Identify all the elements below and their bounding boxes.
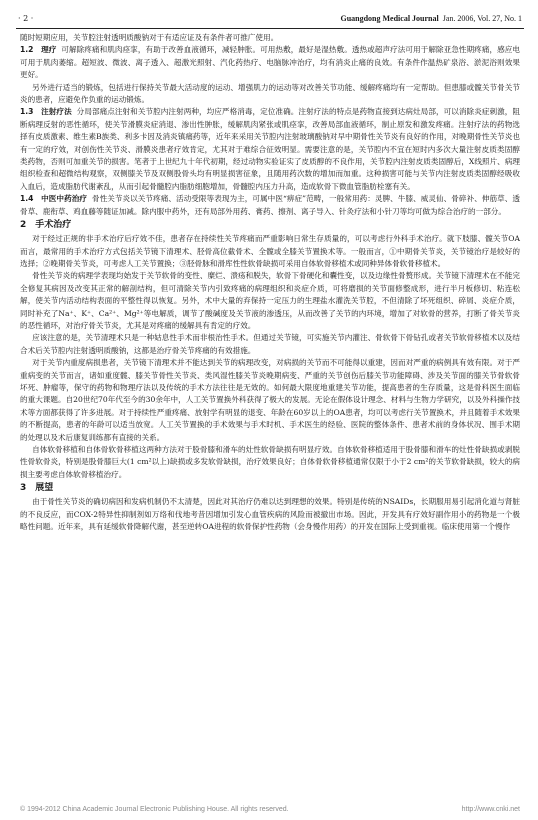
subsection-title: 1.4 中医中药治疗 [20, 194, 87, 204]
copyright-text: © 1994-2012 China Academic Journal Electronic Publishing House. All rights reserved. [20, 806, 289, 813]
footer-url[interactable]: http://www.cnki.net [461, 806, 520, 813]
subsection-text: 分局部痛点注射和关节腔内注射两种，均应严格消毒，定位准确。注射疗法的特点是药物直接到达病灶局部，可以消除炎症刺激，阻断病理反射的恶性循环，使关节滑膜炎症消退、渗出性肿胀，缓解肌肉紧张或肌痉挛，改善局部血液循环，制止原发和激发疼痛。注射疗法的药物选择有皮质激素、维生素B族类、利多卡因及消炎镇痛药等，近年来采用关节腔内注射玻璃酸钠对早中期骨性关节炎有良好的作用，对晚期骨性关节炎也有一定的疗效，对创伤性关节炎、滑膜炎患者疗效肯定，尤其对于难综合征效明显。需要注意的是，关节腔内不宜在短时内多次大量注射皮质类固醇类药物，否则可加重关节的损害。笔者于上世纪九十年代初期，经过动物实验证实了皮质醇的不良作用，关节腔内注射皮质类固醇后，X线照片、病理组织检查和超微结构观察，双侧膝关节及双侧股骨头均有明显损害征象，且随用药次数的增加而加重。这种损害可能与关节内注射皮质类固醇经吸收入血后，造成脂肪代谢紊乱，从而引起骨髓腔内脂肪细胞增加，骨髓腔内压力升高，造成软骨下微血管脂肪栓塞有关。 [20, 107, 521, 191]
paragraph: 随时短期应用，关节腔注射透明质酸钠对于有适应证及有条件者可推广使用。 [20, 33, 279, 42]
paragraph: 自体软骨移植和自体骨软骨移植这两种方法对于股骨膝和滑车的灶性软骨缺损有明显疗效。自体软骨移植适用于股骨膝和滑车的灶性骨缺损或剥脱性骨软骨炎，特别是股骨膝巨大(1 cm²以上)缺损或多发软骨缺损，治疗效果良好；自体骨软骨移植通常仅限于小于2 cm²的关节软骨缺损，较大的病损主要考虑自体软骨移植治疗。 [20, 445, 520, 479]
paragraph: 应该注意的是，关节清理术只是一种姑息性手术而非根治性手术。但通过关节镜，可实施关节内灌注、骨软骨下骨钻孔或者关节软骨移植术以及结合术后关节腔内注射透明质酸钠，这都是治疗骨关节疼痛的有效措施。 [20, 333, 520, 355]
paragraph: 骨性关节炎的病理学表现均始发于关节软骨的变性、糜烂、溃疡和脱失，软骨下骨硬化和囊性变，以及边缘性骨赘形成。关节镜下清理术在不能完全修复其病因及改变其正常的解剖结构，但可清除关节内引致疼痛的病理组织和炎症介质，可将磨损的关节面修整成形，进行半月板修切、粘连松解，使关节内活动结构表面的平整性得以恢复。另外，术中大量的弃保持一定压力的生理盐水灌洗关节腔，不但清除了坏死组织、碎屑、炎症介质，同时补充了Na⁺、K⁺、Ca²⁺、Mg²⁺等电解质，调节了酸碱度及关节液的渗透压，从而改善了关节的内环境，增加了对软骨的营养，打断了骨关节炎的恶性循环，对治疗骨关节炎，尤其是对疼痛的缓解具有肯定的疗效。 [20, 271, 520, 330]
subsection-title: 1.2 理疗 [20, 45, 57, 55]
subsection-title: 1.3 注射疗法 [20, 107, 72, 117]
paragraph: 对于经过正规的非手术治疗后疗效不佳，患者存在持续性关节疼痛而严重影响日常生存质量的，可以考虑行外科手术治疗。就下肢膝、髋关节OA而言，最常用的手术治疗方式包括关节镜下清理术、胫骨高位截骨术、全髋或全膝关节置换术等。一般而言，①中期骨关节炎，关节镜治疗是较好的选择；②晚期骨关节炎，可考虑人工关节置换；③胫骨脉和滑库性性软骨缺损可采用自体软骨移植术或同种异体骨软骨移植术。 [20, 234, 520, 268]
paragraph: 由于骨性关节炎的确切病因和发病机制仍不太清楚，因此对其治疗仍难以达到理想的效果。特别是传统的NSAIDs，长期服用易引起消化道与肾脏的不良反应，而COX-2特异性抑制剂如万络和伐地考昔因增加引发心血管疾病的风险而被撤出市场。因此，开发具有疗效好副作用小的药物是一个极略性问题。近年来，具有延缓软骨降解代谢，甚至逆转OA进程的软骨保护性药物（会身慢作用药）的开发在国际上受到重视。临床使用第一个慢作 [20, 497, 520, 532]
journal-name: Guangdong Medical Journal [340, 14, 439, 23]
subsection-1-3 [20, 106, 520, 193]
subsection-1-4 [20, 193, 520, 218]
subsection-1-2 [20, 44, 520, 81]
subsection-text: 骨性关节炎以关节疼痛、活动受限等表现为主，可属中医“痹症”范畴，一般常用药：灵脾、牛膝、威灵仙、骨碎补、伸筋草、透骨草、鹿衔草、鸡血藤等随证加减。除内服中药外，还有局部外用药、膏药、擦剂、离子导入、针灸疗法和小针刀等均可做为综合治疗的一部分。 [20, 194, 521, 216]
section-heading: 2 手术治疗 [20, 220, 72, 231]
section-heading: 3 展望 [20, 483, 54, 494]
issue-info: Jan. 2006, Vol. 27, No. 1 [442, 14, 522, 23]
paragraph: 另外进行适当的锻炼，包括进行保持关节最大活动度的运动、增强肌力的运动等对改善关节功能、缓解疼痛均有一定帮助。但患膝或髋关节骨关节炎的患者，应避免作负重的运动锻炼。 [20, 82, 520, 105]
paragraph: 对于关节内重度病损患者，关节镜下清理术并不能达到关节的病理改变，对病损的关节而不可能得以重建，因而对严重的病例具有效有限。对于严重病变的关节而言，诸如重度髋、膝关节骨性关节炎、类风湿性膝关节炎晚期病变、严重的关节创伤后膝关节功能障碍、涉及关节面的膝关节骨软骨坏死、肿瘤等，保守的药物和物理疗法以及传统的手术方法往往是无效的。如何最大限度地重建关节功能，提高患者的生存质量，这是骨科医生面临的重大课题。自20世纪70年代至今的30余年中，人工关节置换外科获得了极大的发展。无论在假体设计理念、材料与生物力学研究，以及外科操作技术等方面都获得了许多进展。对于持续性严重疼痛、放射学有明显的退变、年龄在60岁以上的OA患者，均可以考虑行关节置换术，并且随着手术效果的不断提高，患者的年龄可以适当放宽。人工关节置换的手术效果与手术时机、手术医生的经验、医院的整体条件、患者术前的身体状况、围手术期的处理以及术后康复训练都有直接的关系。 [20, 358, 520, 442]
page-number: · 2 · [18, 14, 34, 23]
subsection-text: 可解除疼痛和肌肉痉挛，有助于改善血液循环，减轻肿胀。可用热敷，最好是湿热敷。透热或超声疗法可用于解除亚急性期疼痛，感应电可用于肌肉萎缩。超短波、微波、离子透入、超激光照射、汽化药热疗、电脑脉冲治疗，均有消炎止痛的良效。有条件作温热矿泉浴、淤泥浴则效果更好。 [20, 45, 520, 80]
journal-info [340, 14, 522, 23]
article-body [20, 32, 520, 533]
running-header [16, 10, 524, 29]
copyright-footer [20, 806, 520, 813]
